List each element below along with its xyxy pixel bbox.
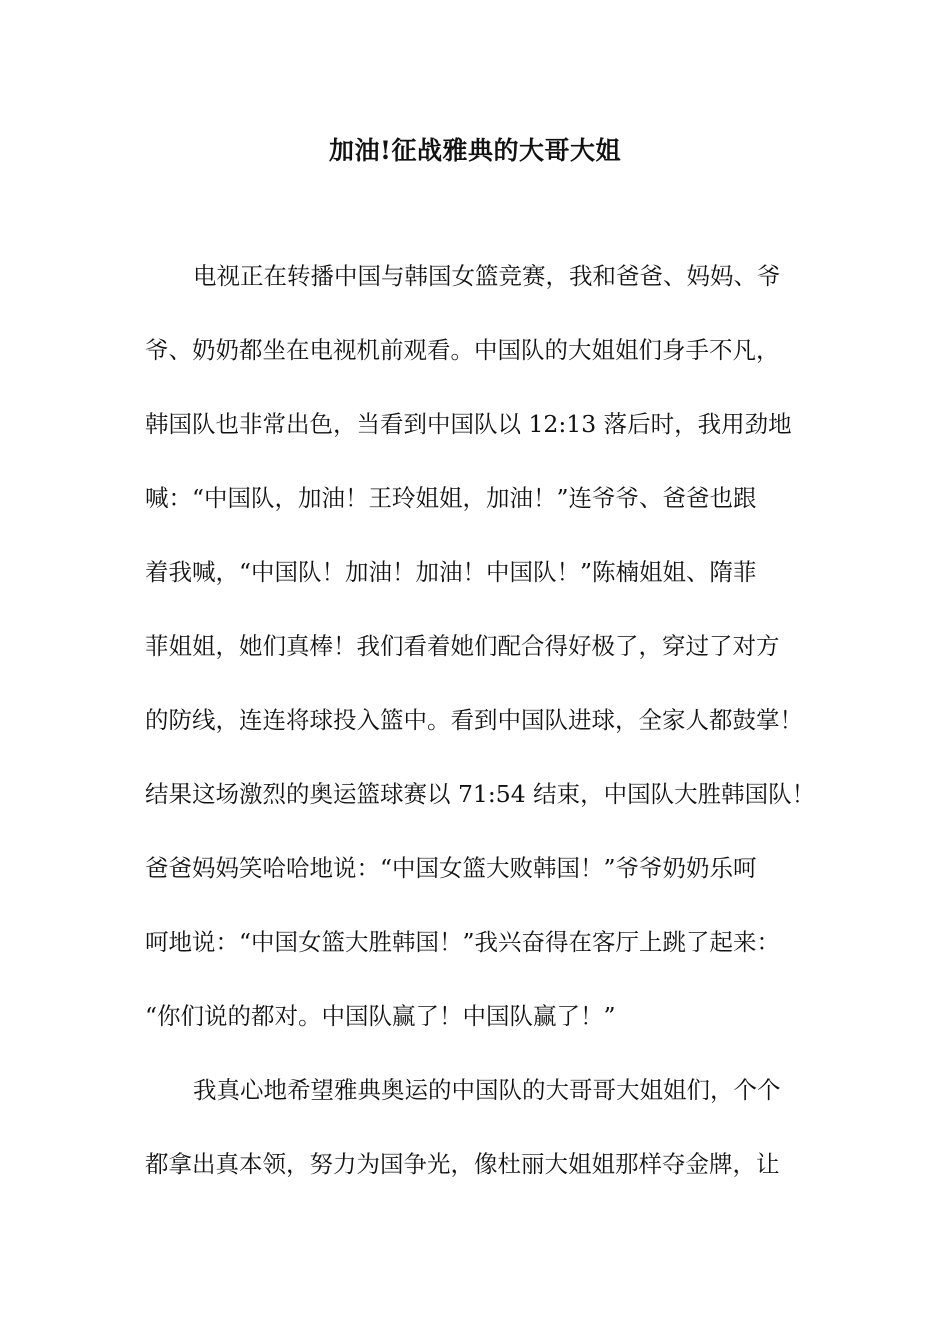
paragraph-line: 我真心地希望雅典奥运的中国队的大哥哥大姐姐们，个个 [193, 1076, 781, 1104]
paragraph-line: 爷、奶奶都坐在电视机前观看。中国队的大姐姐们身手不凡， [145, 336, 780, 364]
paragraph-line: 着我喊，“中国队！加油！加油！中国队！”陈楠姐姐、隋菲 [145, 558, 757, 586]
paragraph-line: “你们说的都对。中国队赢了！中国队赢了！” [145, 1002, 616, 1030]
document-body [145, 256, 825, 1218]
paragraph-line: 结果这场激烈的奥运篮球赛以 71:54 结束，中国队大胜韩国队！ [145, 780, 816, 808]
paragraph-line: 呵地说：“中国女篮大胜韩国！”我兴奋得在客厅上跳了起来： [145, 928, 781, 956]
document-title: 加油!征战雅典的大哥大姐 [329, 136, 621, 165]
paragraph-line: 的防线，连连将球投入篮中。看到中国队进球，全家人都鼓掌！ [145, 706, 803, 734]
paragraph-line: 电视正在转播中国与韩国女篮竞赛，我和爸爸、妈妈、爷 [193, 262, 781, 290]
paragraph-line: 都拿出真本领，努力为国争光，像杜丽大姐姐那样夺金牌，让 [145, 1150, 780, 1178]
paragraph-line: 菲姐姐，她们真棒！我们看着她们配合得好极了，穿过了对方 [145, 632, 780, 660]
paragraph-line: 韩国队也非常出色，当看到中国队以 12:13 落后时，我用劲地 [145, 410, 792, 438]
paragraph-line: 爸爸妈妈笑哈哈地说：“中国女篮大败韩国！”爷爷奶奶乐呵 [145, 854, 757, 882]
paragraph-line: 喊：“中国队，加油！王玲姐姐，加油！”连爷爷、爸爸也跟 [145, 484, 757, 512]
